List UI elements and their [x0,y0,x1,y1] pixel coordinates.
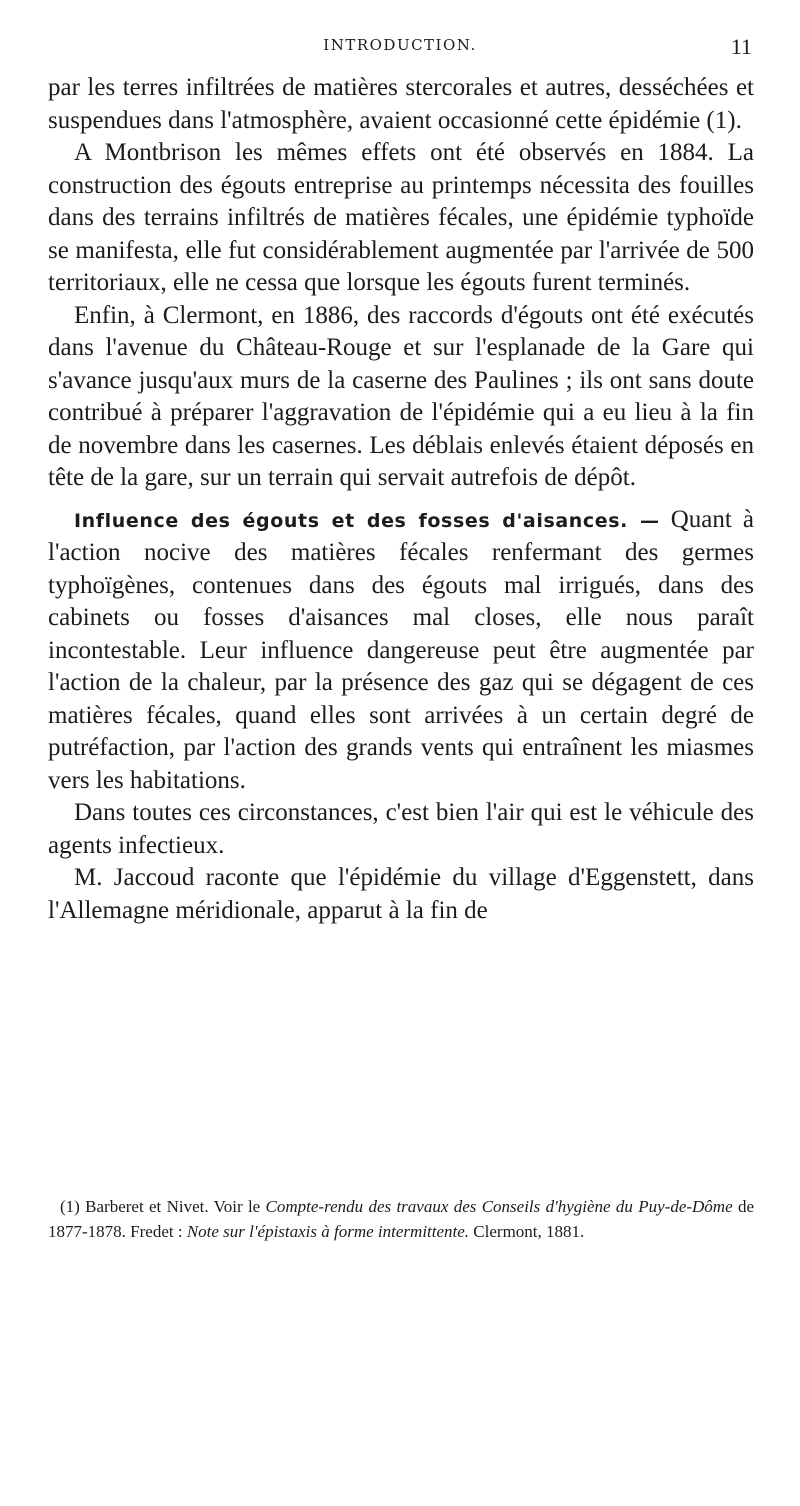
page-header [48,36,752,66]
paragraph-influence-text: Quant à l'action nocive des matières fécales renfermant des germes typhoïgènes, contenues dans des égouts mal irrigués, dans des cabinets ou fosses d'aisances mal closes, elle nous paraît incontestable. Leur influence dangereuse peut être augmentée par l'action de la chaleur, par la présence des gaz qui se dégagent de ces matières fécales, quand elles sont arrivées à un certain degré de putréfaction, par l'action des grands vents qui entraînent les miasmes vers les habitations. [48,505,754,794]
paragraph-clermont: Enfin, à Clermont, en 1886, des raccords d'égouts ont été exécutés dans l'avenue du Château-Rouge et sur l'esplanade de la Gare qui s'avance jusqu'aux murs de la caserne des Paulines ; ils ont sans doute contribué à préparer l'aggravation de l'épidémie qui a eu lieu à la fin de novembre dans les casernes. Les déblais enlevés étaient déposés en tête de la gare, sur un terrain qui servait autrefois de dépôt. [48,301,754,491]
footnote [48,1194,754,1244]
footnote-work-title: Compte-rendu des travaux des Conseils d'hygiène du Puy-de-Dôme [265,1197,733,1216]
paragraph-jaccoud: M. Jaccoud raconte que l'épidémie du village d'Eggenstett, dans l'Allemagne méridionale, apparut à la fin de [48,864,754,924]
footnote-years: de 1877-1878. Fredet : [48,1197,755,1241]
footnote-note-title: Note sur l'épistaxis à forme intermittente. [186,1222,470,1241]
paragraph-influence [48,504,754,798]
footnote-place: Clermont, 1881. [469,1222,585,1241]
paragraph-continuation: par les terres infiltrées de matières stercorales et autres, desséchées et suspendues dans l'atmosphère, avaient occasionné cette épidémie (1). [48,74,754,134]
body-text [48,72,754,927]
running-title: INTRODUCTION. [323,36,477,54]
paragraph-montbrison: A Montbrison les mêmes effets ont été observés en 1884. La construction des égouts entreprise au printemps nécessita des fouilles dans des terrains infiltrés de matières fécales, une épidémie typhoïde se manifesta, elle fut considérablement augmentée par l'arrivée de 500 territoriaux, elle ne cessa que lorsque les égouts furent terminés. [48,139,754,296]
footnote-text [48,1194,754,1244]
footnote-authors: (1) Barberet et Nivet. Voir le [60,1197,266,1216]
section-heading: Influence des égouts et des fosses d'aisances. — [74,509,660,532]
page-number: 11 [730,34,752,59]
paragraph-circumstances: Dans toutes ces circonstances, c'est bien l'air qui est le véhicule des agents infectieux. [48,799,754,859]
